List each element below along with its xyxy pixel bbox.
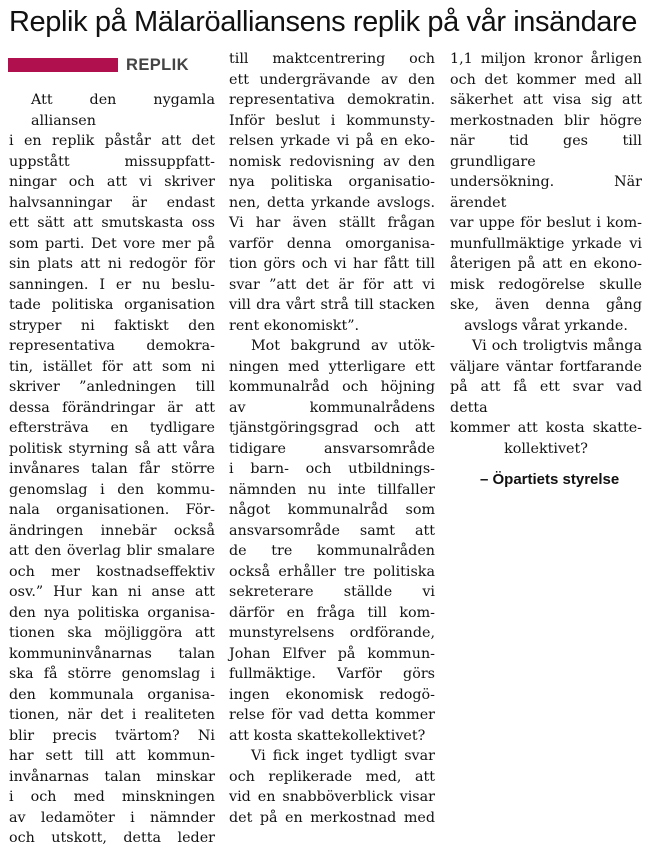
text-line: ske, även denna gång xyxy=(450,297,642,313)
text-line: invånarnas talan minskar xyxy=(9,768,215,785)
text-line: har sett till att kommun- xyxy=(9,748,215,764)
text-line: Att den nygamla alliansen xyxy=(31,92,215,129)
text-line: fullmäktige. Varför görs xyxy=(229,666,435,682)
text-line: tion görs och vi har fått till xyxy=(229,256,435,272)
text-line: blir precis tvärtom? Ni xyxy=(9,727,215,744)
text-line: genomslag i den kommu- xyxy=(9,481,215,498)
text-line: den nya politiska organisa- xyxy=(9,604,215,621)
text-line: tionen, när det i realiteten xyxy=(9,707,215,723)
text-line: Vi och troligtvis många xyxy=(472,338,642,354)
text-line: tionen ska möjliggöra att xyxy=(9,625,215,641)
text-line: nya politiska organisatio- xyxy=(229,174,435,190)
kicker-label: REPLIK xyxy=(126,56,189,74)
text-line: nomisk redovisning av den xyxy=(229,153,435,170)
text-line: munfullmäktige yrkade vi xyxy=(450,235,642,252)
text-line: av ledamöter i nämnder xyxy=(9,809,215,826)
text-line: svar ”att det är för att vi xyxy=(229,276,435,293)
text-line: ändringen innebär också xyxy=(9,522,215,539)
text-line: Johan Elfver på kommun- xyxy=(229,645,435,662)
text-line: politisk styrning så att våra xyxy=(9,440,215,457)
text-line: också erhåller tre politiska xyxy=(229,563,435,580)
text-line: eftersträva en tydligare xyxy=(9,420,215,436)
text-line: ingen ekonomisk redogö- xyxy=(229,686,435,703)
text-line: något kommunalråd som xyxy=(229,502,435,518)
text-line: tidigare ansvarsområde xyxy=(229,440,435,457)
text-line: vid en snabböverblick visar xyxy=(229,789,435,805)
text-line: relsen yrkade vi på en eko- xyxy=(229,133,435,149)
text-line: varför denna omorganisa- xyxy=(229,235,435,252)
text-line: det på en merkostnad med xyxy=(229,809,435,826)
section-kicker xyxy=(8,55,218,76)
text-line: merkostnaden blir högre xyxy=(450,112,642,129)
text-line: på att få ett svar vad detta xyxy=(450,379,642,416)
text-line: kollektivet? xyxy=(504,440,588,457)
text-line: att kosta skattekollektivet? xyxy=(229,727,426,744)
text-line: representativa demokratin. xyxy=(229,92,435,108)
text-line: och utskott, detta leder xyxy=(9,830,215,846)
text-line: av kommunalrådens xyxy=(229,399,435,416)
text-line: kommer att kosta skatte- xyxy=(450,420,642,436)
text-line: den kommunala organisa- xyxy=(9,686,215,703)
text-line: relse för vad detta kommer xyxy=(229,707,435,723)
text-line: undersökning. När ärendet xyxy=(450,174,642,211)
text-line: i en replik påstår att det xyxy=(9,133,215,149)
text-line: tjänstgöringsgrad och att xyxy=(229,420,435,436)
text-line: misk redogörelse skulle xyxy=(450,276,642,293)
text-line: som parti. Det vore mer på xyxy=(9,235,215,252)
text-line: skriver ”anledningen till xyxy=(9,379,215,395)
text-line: stryper ni faktiskt den xyxy=(9,317,215,334)
text-line: sanningen. I er nu beslu- xyxy=(9,276,215,293)
text-line: väljare väntar fortfarande xyxy=(450,358,642,375)
text-line: de tre kommunalråden xyxy=(229,543,435,559)
text-line: återigen på att en ekono- xyxy=(450,256,642,272)
text-line: ett undergrävande av den xyxy=(229,71,435,88)
text-line: och det kommer med all xyxy=(450,71,642,88)
text-line: kommunalråd och höjning xyxy=(229,379,435,395)
text-line: i och med minskningen xyxy=(9,789,215,805)
text-line: Mot bakgrund av utök- xyxy=(251,338,435,354)
signature: – Öpartiets styrelse xyxy=(480,471,620,488)
text-line: avslogs vårat yrkande. xyxy=(464,317,628,334)
text-line: sekreterare ställde vi xyxy=(229,584,435,600)
text-line: ansvarsområde samt att xyxy=(229,522,435,539)
text-line: tade politiska organisation xyxy=(9,297,215,313)
article-column-1 xyxy=(9,90,215,849)
text-line: Inför beslut i kommunsty- xyxy=(229,112,435,129)
text-line: 1,1 miljon kronor årligen xyxy=(450,51,642,67)
text-line: tin, istället för att som ni xyxy=(9,358,215,375)
text-line: invånares talan får större xyxy=(9,461,215,477)
article-column-2 xyxy=(229,49,435,828)
text-line: osv.” Hur kan ni anse att xyxy=(9,584,215,600)
kicker-color-bar xyxy=(8,58,118,72)
text-line: därför en fråga till kom- xyxy=(229,604,435,621)
article-column-3 xyxy=(450,49,642,490)
text-line: Vi fick inget tydligt svar xyxy=(251,748,435,764)
headline: Replik på Mälaröalliansens replik på vår insändare xyxy=(9,6,638,38)
text-line: till maktcentrering och xyxy=(229,51,435,67)
text-line: nala organisationen. För- xyxy=(9,502,215,518)
text-line: ningar och att vi skriver xyxy=(9,174,215,190)
text-line: dessa förändringar är att xyxy=(9,399,215,416)
text-line: och replikerade med, att xyxy=(229,768,435,785)
text-line: och mer kostnadseffektiv xyxy=(9,563,215,580)
text-line: att den överlag blir smalare xyxy=(9,543,215,559)
text-line: sin plats att ni redogör för xyxy=(9,256,215,272)
text-line: säkerhet att visa sig att xyxy=(450,92,642,108)
text-line: munstyrelsens ordförande, xyxy=(229,625,435,641)
text-line: ningen med ytterligare ett xyxy=(229,358,435,375)
text-line: nen, detta yrkande avslogs. xyxy=(229,194,435,211)
text-line: ska få större genomslag i xyxy=(9,666,215,682)
text-line: nämnden nu inte tillfaller xyxy=(229,481,435,498)
text-line: Vi har även ställt frågan xyxy=(229,215,435,231)
text-line: vill dra vårt strå till stacken xyxy=(229,297,435,313)
text-line: uppstått missuppfatt- xyxy=(9,153,215,170)
column-3-lines xyxy=(450,49,642,459)
text-line: ett sätt att smutskasta oss xyxy=(9,215,215,231)
text-line: när tid ges till grundligare xyxy=(450,133,642,170)
text-line: rent ekonomiskt”. xyxy=(229,317,360,334)
text-line: kommuninvånarnas talan xyxy=(9,645,215,662)
text-line: i barn- och utbildnings- xyxy=(229,461,435,477)
text-line: var uppe för beslut i kom- xyxy=(450,215,642,231)
text-line: halvsanningar är endast xyxy=(9,194,215,211)
text-line: representativa demokra- xyxy=(9,338,215,354)
